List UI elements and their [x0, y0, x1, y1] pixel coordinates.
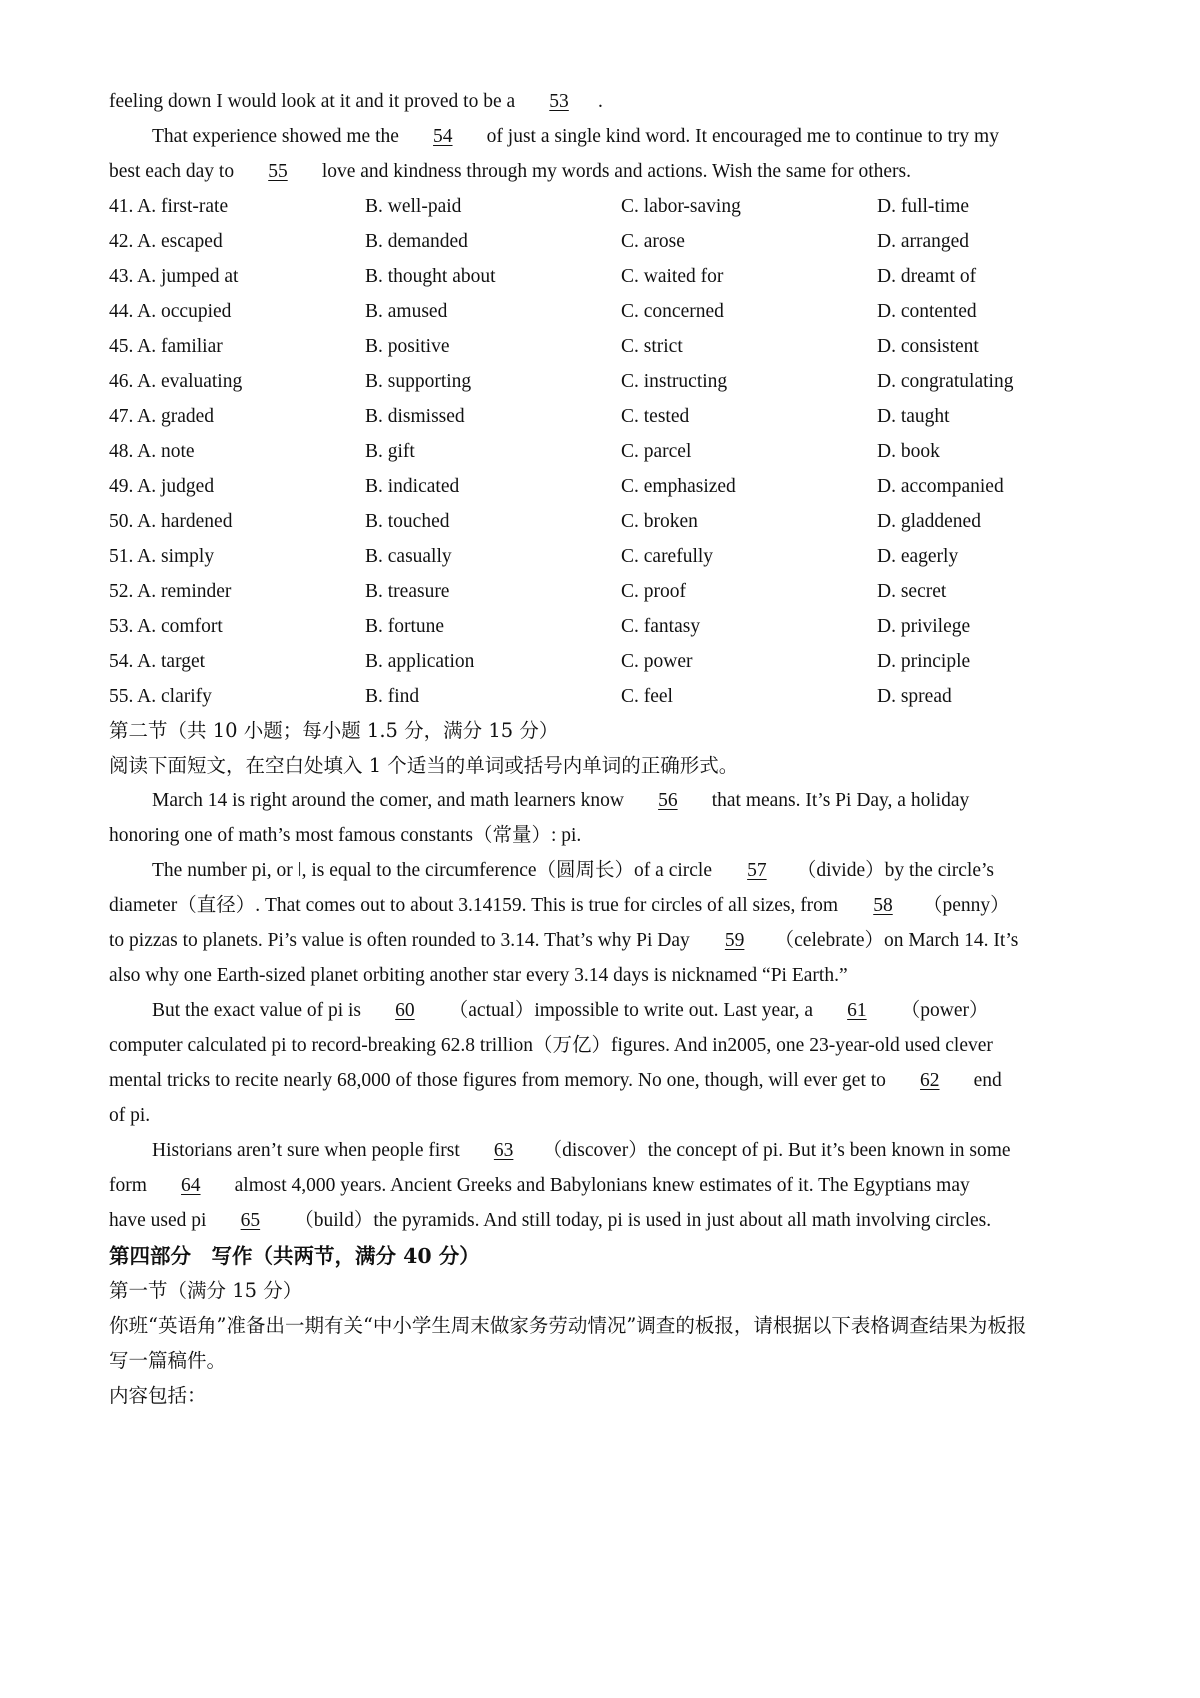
- passage-line: [109, 1173, 1099, 1199]
- option-b: B. find: [365, 686, 420, 707]
- passage-line: [152, 788, 1142, 814]
- passage-line: [152, 998, 1142, 1024]
- option-row: [109, 404, 1099, 430]
- passage-line: also why one Earth-sized planet orbiting another star every 3.14 days is nicknamed “Pi Earth.”: [109, 965, 848, 986]
- passage-text: form: [109, 1175, 147, 1196]
- passage-text: almost 4,000 years. Ancient Greeks and Babylonians knew estimates of it. The Egyptians may: [234, 1175, 970, 1196]
- passage-text: love and kindness through my words and actions. Wish the same for others.: [321, 161, 911, 182]
- passage-line: computer calculated pi to record-breaking 62.8 trillion（万亿）figures. And in2005, one 23-year-old used clever: [109, 1035, 993, 1056]
- option-d: D. eagerly: [877, 546, 959, 567]
- option-b: B. casually: [365, 546, 452, 567]
- passage-text: Historians aren’t sure when people first: [152, 1140, 460, 1161]
- option-d: D. consistent: [877, 336, 979, 357]
- blank-54: 54: [433, 126, 453, 147]
- passage-line: [152, 858, 1142, 884]
- option-b: B. treasure: [365, 581, 450, 602]
- writing-content-label: 内容包括：: [109, 1384, 207, 1407]
- option-a: 46. A. evaluating: [109, 371, 243, 392]
- option-a: 54. A. target: [109, 651, 206, 672]
- option-c: C. parcel: [621, 441, 692, 462]
- option-d: D. gladdened: [877, 511, 981, 532]
- passage-text: diameter（直径）. That comes out to about 3.14159. This is true for circles of all sizes, from: [109, 895, 839, 916]
- option-a: 52. A. reminder: [109, 581, 232, 602]
- passage-text: March 14 is right around the comer, and math learners know: [152, 790, 624, 811]
- option-a: 44. A. occupied: [109, 301, 232, 322]
- option-b: B. positive: [365, 336, 450, 357]
- option-c: C. fantasy: [621, 616, 701, 637]
- option-a: 55. A. clarify: [109, 686, 212, 707]
- passage-line: [109, 893, 1099, 919]
- option-row: [109, 229, 1099, 255]
- blank-55: 55: [268, 161, 288, 182]
- passage-line: [109, 159, 1099, 185]
- option-b: B. gift: [365, 441, 415, 462]
- blank-62: 62: [920, 1070, 940, 1091]
- passage-line: of pi.: [109, 1105, 151, 1126]
- writing-prompt: 你班“英语角”准备出一期有关“中小学生周末做家务劳动情况”调查的板报，请根据以下表格调查结果为板报: [109, 1314, 1027, 1337]
- option-b: B. demanded: [365, 231, 468, 252]
- passage-line: [109, 928, 1099, 954]
- option-d: D. secret: [877, 581, 947, 602]
- passage-line: [152, 124, 1142, 150]
- option-b: B. supporting: [365, 371, 472, 392]
- option-a: 49. A. judged: [109, 476, 215, 497]
- option-row: [109, 544, 1099, 570]
- option-a: 45. A. familiar: [109, 336, 223, 357]
- passage-line: [152, 1138, 1142, 1164]
- option-d: D. contented: [877, 301, 977, 322]
- blank-58: 58: [873, 895, 893, 916]
- option-c: C. broken: [621, 511, 698, 532]
- option-c: C. arose: [621, 231, 685, 252]
- passage-text: mental tricks to recite nearly 68,000 of those figures from memory. No one, though, will ever get to: [109, 1070, 886, 1091]
- blank-57: 57: [747, 860, 767, 881]
- blank-53: 53: [549, 91, 569, 112]
- passage-text: .: [598, 91, 603, 112]
- part4-heading: 第四部分 写作（共两节，满分 40 分）: [109, 1244, 480, 1268]
- option-row: [109, 579, 1099, 605]
- passage-text: （power）: [900, 1000, 989, 1021]
- option-row: [109, 509, 1099, 535]
- option-a: 47. A. graded: [109, 406, 215, 427]
- blank-61: 61: [847, 1000, 867, 1021]
- option-d: D. taught: [877, 406, 950, 427]
- blank-64: 64: [181, 1175, 201, 1196]
- option-a: 50. A. hardened: [109, 511, 233, 532]
- blank-59: 59: [724, 930, 745, 951]
- option-c: C. instructing: [621, 371, 728, 392]
- option-c: C. carefully: [621, 546, 714, 567]
- passage-text: The number pi, or ǀ, is equal to the circumference（圆周长）of a circle: [152, 860, 712, 881]
- option-c: C. waited for: [621, 266, 724, 287]
- option-d: D. privilege: [877, 616, 971, 637]
- passage-text: But the exact value of pi is: [152, 1000, 362, 1021]
- passage-text: （actual）impossible to write out. Last year, a: [448, 1000, 813, 1021]
- option-c: C. feel: [621, 686, 673, 707]
- option-d: D. accompanied: [877, 476, 1004, 497]
- option-row: [109, 439, 1099, 465]
- option-b: B. amused: [365, 301, 448, 322]
- option-c: C. emphasized: [621, 476, 736, 497]
- option-row: [109, 474, 1099, 500]
- option-d: D. spread: [877, 686, 952, 707]
- passage-line: honoring one of math’s most famous constants（常量）: pi.: [109, 825, 582, 846]
- passage-text: to pizzas to planets. Pi’s value is often rounded to 3.14. That’s why Pi Day: [109, 930, 690, 951]
- section2-heading: 第二节（共 10 小题；每小题 1.5 分，满分 15 分）: [109, 719, 559, 742]
- option-a: 53. A. comfort: [109, 616, 223, 637]
- passage-text: feeling down I would look at it and it proved to be a: [109, 91, 516, 112]
- writing-prompt: 写一篇稿件。: [109, 1349, 227, 1372]
- passage-text: have used pi: [109, 1210, 207, 1231]
- option-c: C. power: [621, 651, 693, 672]
- option-b: B. indicated: [365, 476, 460, 497]
- option-c: C. concerned: [621, 301, 724, 322]
- passage-text: end: [973, 1070, 1002, 1091]
- option-d: D. full-time: [877, 196, 970, 217]
- part4-section1-heading: 第一节（满分 15 分）: [109, 1279, 303, 1302]
- passage-text: （divide）by the circle’s: [796, 860, 994, 881]
- passage-line: [109, 1208, 1099, 1234]
- option-row: [109, 369, 1099, 395]
- option-a: 48. A. note: [109, 441, 195, 462]
- option-row: [109, 299, 1099, 325]
- section2-instruction: 阅读下面短文，在空白处填入 1 个适当的单词或括号内单词的正确形式。: [109, 754, 739, 777]
- option-d: D. principle: [877, 651, 971, 672]
- option-b: B. dismissed: [365, 406, 465, 427]
- passage-text: （build）the pyramids. And still today, pi is used in just about all math involving circles.: [294, 1210, 992, 1231]
- option-b: B. fortune: [365, 616, 445, 637]
- passage-text: （penny）: [922, 895, 1010, 916]
- blank-65: 65: [240, 1210, 261, 1231]
- option-row: [109, 194, 1099, 220]
- option-a: 43. A. jumped at: [109, 266, 239, 287]
- option-c: C. proof: [621, 581, 686, 602]
- blank-60: 60: [395, 1000, 415, 1021]
- option-row: [109, 614, 1099, 640]
- option-row: [109, 649, 1099, 675]
- blank-63: 63: [493, 1140, 514, 1161]
- option-b: B. well-paid: [365, 196, 462, 217]
- option-b: B. thought about: [365, 266, 496, 287]
- passage-text: best each day to: [109, 161, 235, 182]
- option-a: 42. A. escaped: [109, 231, 223, 252]
- option-row: [109, 264, 1099, 290]
- passage-line: [109, 89, 1099, 115]
- option-d: D. book: [877, 441, 940, 462]
- passage-text: （discover）the concept of pi. But it’s been known in some: [542, 1140, 1011, 1161]
- option-d: D. congratulating: [877, 371, 1014, 392]
- option-b: B. touched: [365, 511, 450, 532]
- option-c: C. strict: [621, 336, 683, 357]
- option-c: C. labor-saving: [621, 196, 741, 217]
- option-a: 51. A. simply: [109, 546, 215, 567]
- option-row: [109, 684, 1099, 710]
- option-a: 41. A. first-rate: [109, 196, 229, 217]
- passage-text: of just a single kind word. It encouraged me to continue to try my: [486, 126, 999, 147]
- option-row: [109, 334, 1099, 360]
- blank-56: 56: [658, 790, 678, 811]
- option-b: B. application: [365, 651, 475, 672]
- passage-line: [109, 1068, 1099, 1094]
- option-d: D. dreamt of: [877, 266, 977, 287]
- passage-text: that means. It’s Pi Day, a holiday: [711, 790, 970, 811]
- passage-text: （celebrate）on March 14. It’s: [774, 930, 1019, 951]
- passage-text: That experience showed me the: [152, 126, 399, 147]
- option-c: C. tested: [621, 406, 690, 427]
- option-d: D. arranged: [877, 231, 970, 252]
